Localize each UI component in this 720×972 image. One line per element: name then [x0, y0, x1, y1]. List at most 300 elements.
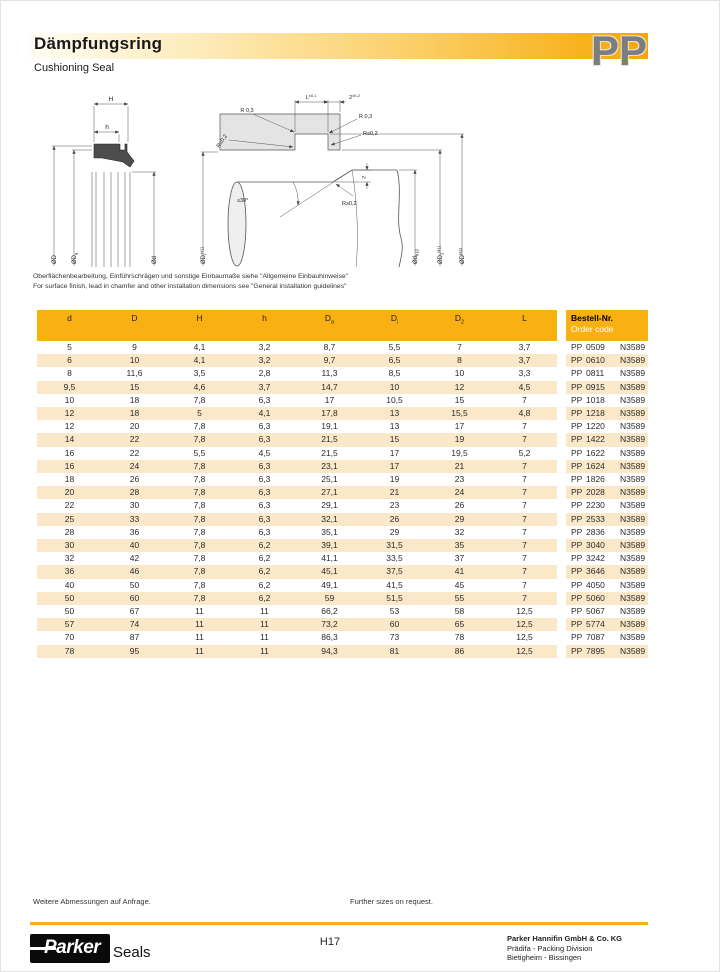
dim-value-cell: 6,2: [258, 579, 271, 590]
company-division: Prädifa - Packing Division: [507, 943, 593, 953]
order-code-part: PP: [571, 619, 583, 630]
dim-value-cell: 7: [522, 579, 527, 590]
dim-value-cell: 7: [492, 539, 557, 552]
dim-value-cell: 11: [167, 618, 232, 631]
order-code-cell: [566, 447, 648, 460]
dim-value-cell: 13: [389, 421, 400, 432]
dim-value-cell: 24: [102, 460, 167, 473]
order-code-part: 2230: [586, 500, 605, 511]
dim-value-cell: 6: [37, 354, 102, 367]
dim-value-cell: 4,5: [492, 381, 557, 394]
dim-label-2-groove: $2^{\pm 0,2}$: [349, 93, 360, 101]
dim-value-cell: 50: [64, 606, 75, 617]
dim-value-cell: 7: [492, 433, 557, 446]
order-code-cell: [566, 420, 648, 433]
column-header: D: [102, 310, 167, 341]
dim-value-cell: 41: [427, 565, 492, 578]
dim-value-cell: 40: [102, 539, 167, 552]
dim-value-cell: 3,2: [258, 342, 271, 352]
order-code-cell: [566, 381, 648, 394]
dim-value-cell: 7,8: [193, 421, 206, 432]
row-spacer: [557, 605, 566, 618]
dim-value-cell: 17: [362, 460, 427, 473]
dim-value-cell: 4,1: [193, 342, 206, 352]
footer-note-en: Further sizes on request.: [350, 897, 433, 906]
order-code-part: PP: [571, 606, 583, 617]
order-code-part: PP: [571, 381, 583, 392]
order-code-part: N3589: [620, 513, 646, 524]
page-title: Dämpfungsring: [34, 34, 163, 53]
dim-label-ODa: $ØD_a$: [72, 252, 79, 264]
table-row: [37, 420, 648, 433]
dim-label-OD-H11: $ØD^{H11}$: [458, 247, 466, 264]
order-code-part: PP: [571, 434, 583, 445]
order-code-part: PP: [571, 447, 583, 458]
row-spacer: [557, 367, 566, 380]
dim-value-cell: 31,5: [362, 539, 427, 552]
order-code-cell: [566, 592, 648, 605]
table-row: [37, 565, 648, 578]
order-code-part: 0915: [586, 381, 605, 392]
size-table: [37, 310, 648, 658]
order-code-cell: [566, 341, 648, 354]
dim-value-cell: 40: [64, 579, 75, 590]
order-code-part: N3589: [620, 540, 646, 551]
dim-value-cell: 7,8: [167, 592, 232, 605]
table-row: [37, 618, 648, 631]
row-spacer: [557, 539, 566, 552]
order-code-cell: [566, 433, 648, 446]
dim-value-cell: 9,5: [37, 381, 102, 394]
dim-value-cell: 22: [64, 500, 75, 511]
dim-value-cell: 7,8: [193, 394, 206, 405]
order-code-part: N3589: [620, 553, 646, 564]
dim-value-cell: 32: [454, 526, 465, 537]
table-row: [37, 473, 648, 486]
row-spacer: [557, 592, 566, 605]
dim-value-cell: 19: [389, 474, 400, 485]
order-code-part: N3589: [620, 592, 646, 603]
order-code-part: N3589: [620, 632, 646, 643]
dim-value-cell: 3,7: [232, 381, 297, 394]
dim-value-cell: 81: [362, 645, 427, 658]
dim-label-Od: Ød: [152, 255, 158, 264]
dim-value-cell: 73: [389, 632, 400, 643]
dim-value-cell: 10: [64, 394, 75, 405]
order-code-part: N3589: [620, 579, 646, 590]
dim-value-cell: 19: [427, 433, 492, 446]
company-address-block: [507, 934, 622, 963]
table-row: [37, 526, 648, 539]
order-code-part: 1218: [586, 408, 605, 419]
row-spacer: [557, 460, 566, 473]
dim-value-cell: 37: [454, 553, 465, 564]
dim-value-cell: 11: [232, 645, 297, 658]
dim-value-cell: 7: [522, 526, 527, 537]
dim-value-cell: 7,8: [167, 486, 232, 499]
dim-value-cell: 7,8: [193, 526, 206, 537]
order-code-part: N3589: [620, 500, 646, 511]
dim-value-cell: 23,1: [297, 460, 362, 473]
row-spacer: [557, 631, 566, 644]
order-code-part: PP: [571, 487, 583, 498]
table-row: [37, 579, 648, 592]
dim-value-cell: 33,5: [386, 553, 403, 564]
dim-value-cell: 7: [457, 342, 462, 352]
order-code-part: PP: [571, 526, 583, 537]
dim-value-cell: 8: [427, 354, 492, 367]
dim-value-cell: 11: [232, 618, 297, 631]
dim-value-cell: 20: [37, 486, 102, 499]
dim-value-cell: 30: [129, 500, 140, 511]
dim-value-cell: 14,7: [297, 381, 362, 394]
dim-value-cell: 45: [454, 579, 465, 590]
table-row: [37, 552, 648, 565]
table-row: [37, 433, 648, 446]
order-code-part: PP: [571, 342, 583, 352]
page-number: H17: [319, 936, 341, 948]
dim-value-cell: 21: [427, 460, 492, 473]
order-code-part: PP: [571, 540, 583, 551]
dim-value-cell: 18: [64, 474, 75, 485]
row-spacer: [557, 381, 566, 394]
order-code-part: 4050: [586, 579, 605, 590]
dim-value-cell: 7,8: [167, 565, 232, 578]
dim-value-cell: 5,5: [388, 342, 401, 352]
dim-value-cell: 20: [129, 421, 140, 432]
order-code-part: 1018: [586, 394, 605, 405]
order-code-part: N3589: [620, 368, 646, 379]
table-row: [37, 486, 648, 499]
dim-value-cell: 10: [362, 381, 427, 394]
dim-value-cell: 10,5: [386, 394, 403, 405]
dim-value-cell: 6,2: [232, 565, 297, 578]
order-code-cell: [566, 552, 648, 565]
header-spacer-cell: [557, 310, 566, 341]
seal-profile-drawing: [30, 88, 170, 268]
row-spacer: [557, 499, 566, 512]
order-code-part: 3646: [586, 566, 605, 577]
dim-label-OD: ØD: [52, 255, 58, 264]
dim-value-cell: 7: [492, 592, 557, 605]
dim-value-cell: 7: [522, 500, 527, 511]
dim-value-cell: 6,3: [232, 433, 297, 446]
dim-value-cell: 21,5: [321, 447, 338, 458]
footer-note-de: Weitere Abmessungen auf Anfrage.: [33, 897, 151, 906]
dim-value-cell: 4,8: [492, 407, 557, 420]
dim-value-cell: 11,6: [126, 368, 143, 379]
column-header: L: [492, 310, 557, 341]
order-code-part: 1622: [586, 447, 605, 458]
dim-value-cell: 10: [102, 354, 167, 367]
dim-value-cell: 3,5: [193, 368, 206, 379]
order-code-part: 1624: [586, 460, 605, 471]
radius-label-le02-left: R≤0,2: [215, 133, 230, 150]
size-table-header-row: [37, 310, 648, 341]
dim-value-cell: 33: [102, 513, 167, 526]
dim-value-cell: 11: [260, 632, 269, 643]
dim-value-cell: 37,5: [362, 565, 427, 578]
table-row: [37, 367, 648, 380]
order-code-part: N3589: [620, 474, 646, 485]
dim-value-cell: 6,2: [258, 553, 271, 564]
dim-value-cell: 11,3: [321, 368, 338, 379]
dim-value-cell: 60: [362, 618, 427, 631]
dim-value-cell: 6,2: [232, 539, 297, 552]
dim-value-cell: 19,1: [321, 421, 338, 432]
dim-value-cell: 42: [129, 553, 140, 564]
dim-value-cell: 6,3: [258, 394, 271, 405]
dim-value-cell: 7: [522, 394, 527, 405]
dim-value-cell: 27,1: [297, 486, 362, 499]
order-code-part: 2533: [586, 513, 605, 524]
order-code-part: PP: [571, 513, 583, 524]
dim-value-cell: 11: [167, 645, 232, 658]
table-row: [37, 539, 648, 552]
table-row: [37, 513, 648, 526]
dim-value-cell: 10: [454, 368, 465, 379]
dim-value-cell: 18: [129, 394, 140, 405]
dim-value-cell: 12,5: [516, 606, 533, 617]
dim-value-cell: 6,3: [258, 421, 271, 432]
table-row: [37, 407, 648, 420]
order-code-part: N3589: [620, 619, 646, 630]
dim-value-cell: 6,2: [232, 592, 297, 605]
dim-value-cell: 15,5: [427, 407, 492, 420]
order-code-cell: [566, 394, 648, 407]
dim-value-cell: 29: [427, 513, 492, 526]
row-spacer: [557, 565, 566, 578]
dim-value-cell: 36: [37, 565, 102, 578]
order-code-cell: [566, 499, 648, 512]
dim-value-cell: 25: [37, 513, 102, 526]
dim-value-cell: 41,5: [386, 579, 403, 590]
table-row: [37, 381, 648, 394]
row-spacer: [557, 354, 566, 367]
dim-value-cell: 11: [260, 606, 269, 617]
dim-value-cell: 12: [37, 407, 102, 420]
column-header: $D_i$: [362, 310, 427, 341]
dim-value-cell: 7,8: [167, 460, 232, 473]
order-code-part: PP: [571, 553, 583, 564]
dim-value-cell: 22: [102, 433, 167, 446]
order-code-part: PP: [571, 632, 583, 643]
dim-value-cell: 12: [64, 421, 75, 432]
order-code-part: N3589: [620, 434, 646, 445]
dim-value-cell: 16: [37, 460, 102, 473]
rod-hatch-lines: [92, 172, 130, 267]
row-spacer: [557, 420, 566, 433]
order-code-part: 2836: [586, 526, 605, 537]
table-row: [37, 592, 648, 605]
dim-value-cell: 35: [427, 539, 492, 552]
size-table-body: [37, 341, 648, 658]
dim-value-cell: 6,3: [258, 500, 271, 511]
dim-value-cell: 29,1: [321, 500, 338, 511]
dim-value-cell: 18: [102, 407, 167, 420]
order-code-part: N3589: [620, 421, 646, 432]
order-code-part: N3589: [620, 447, 646, 458]
dim-value-cell: 53: [389, 606, 400, 617]
dim-value-cell: 59: [297, 592, 362, 605]
dim-value-cell: 94,3: [297, 645, 362, 658]
dim-value-cell: 3,7: [518, 342, 531, 352]
dim-value-cell: 78: [454, 632, 465, 643]
order-code-part: PP: [571, 355, 583, 366]
order-code-cell: [566, 631, 648, 644]
row-spacer: [557, 447, 566, 460]
dim-value-cell: 26: [362, 513, 427, 526]
row-spacer: [557, 552, 566, 565]
dim-value-cell: 8,5: [388, 368, 401, 379]
dim-value-cell: 8,7: [323, 342, 336, 352]
table-row: [37, 394, 648, 407]
dim-value-cell: 7: [492, 513, 557, 526]
order-code-part: 7895: [586, 645, 605, 656]
dim-value-cell: 6,5: [362, 354, 427, 367]
dim-value-cell: 7: [492, 460, 557, 473]
dim-value-cell: 26: [129, 474, 140, 485]
dim-value-cell: 46: [102, 565, 167, 578]
row-spacer: [557, 618, 566, 631]
dim-value-cell: 19,5: [451, 447, 468, 458]
dim-value-cell: 86: [427, 645, 492, 658]
dim-value-cell: 24: [427, 486, 492, 499]
table-row: [37, 645, 648, 658]
order-code-cell: [566, 354, 648, 367]
order-code-cell: [566, 513, 648, 526]
dim-value-cell: 32: [64, 553, 75, 564]
column-header: d: [37, 310, 102, 341]
company-location: Bietigheim - Bissingen: [507, 953, 582, 962]
dim-value-cell: 50: [37, 592, 102, 605]
dim-value-cell: 17,8: [297, 407, 362, 420]
dim-value-cell: 7: [522, 474, 527, 485]
dim-value-cell: 3,3: [518, 368, 531, 379]
order-code-cell: [566, 407, 648, 420]
dim-value-cell: 7: [492, 486, 557, 499]
dim-value-cell: 50: [129, 579, 140, 590]
dim-value-cell: 7: [522, 553, 527, 564]
dim-label-H: H: [108, 96, 114, 103]
row-spacer: [557, 473, 566, 486]
order-code-part: 1422: [586, 434, 605, 445]
order-code-part: N3589: [620, 381, 646, 392]
dim-value-cell: 55: [427, 592, 492, 605]
order-code-part: N3589: [620, 645, 646, 656]
series-code-badge: PP: [591, 27, 648, 74]
column-header: $D_2$: [427, 310, 492, 341]
dim-value-cell: 15: [102, 381, 167, 394]
order-code-cell: [566, 473, 648, 486]
dim-value-cell: 4,5: [258, 447, 271, 458]
installation-note-de: Oberflächenbearbeitung, Einführschrägen und sonstige Einbaumaße siehe "Allgemeine Einbauhinweise": [33, 273, 349, 280]
row-spacer: [557, 645, 566, 658]
order-code-cell: [566, 367, 648, 380]
dim-value-cell: 6,3: [258, 526, 271, 537]
dim-value-cell: 4,1: [232, 407, 297, 420]
rod-shape: [228, 170, 402, 267]
radius-label-le02-right: R≤0,2: [363, 131, 378, 137]
order-code-part: 5774: [586, 619, 605, 630]
dim-value-cell: 12: [427, 381, 492, 394]
dim-value-cell: 7,8: [167, 433, 232, 446]
order-code-part: N3589: [620, 355, 646, 366]
order-code-part: PP: [571, 500, 583, 511]
order-code-part: 5067: [586, 606, 605, 617]
installation-note: [33, 272, 348, 292]
order-code-cell: [566, 526, 648, 539]
page-subtitle: Cushioning Seal: [34, 62, 115, 74]
dim-value-cell: 45,1: [297, 565, 362, 578]
order-code-part: PP: [571, 592, 583, 603]
dim-value-cell: 2,8: [258, 368, 271, 379]
row-spacer: [557, 579, 566, 592]
table-row: [37, 499, 648, 512]
dim-value-cell: 15: [454, 394, 465, 405]
dim-value-cell: 57: [37, 618, 102, 631]
order-code-part: 0811: [586, 368, 605, 379]
order-code-part: 7087: [586, 632, 605, 643]
row-spacer: [557, 394, 566, 407]
dim-value-cell: 51,5: [362, 592, 427, 605]
dim-label-ODi-H11: $ØD_i^{H11}$: [199, 246, 208, 264]
dim-value-cell: 11: [195, 632, 204, 643]
dim-value-cell: 12,5: [492, 618, 557, 631]
dim-value-cell: 28: [64, 526, 75, 537]
table-row: [37, 354, 648, 367]
dim-value-cell: 25,1: [321, 474, 338, 485]
housing-section-shape: [220, 114, 340, 150]
dim-value-cell: 9,7: [297, 354, 362, 367]
order-code-part: N3589: [620, 394, 646, 405]
installation-note-en: For surface finish, lead in chamfer and other installation dimensions see "General installation guidelines": [33, 283, 347, 290]
row-spacer: [557, 407, 566, 420]
footer-divider: [30, 922, 648, 925]
dim-value-cell: 78: [37, 645, 102, 658]
dim-value-cell: 14: [37, 433, 102, 446]
order-code-part: 3242: [586, 553, 605, 564]
radius-label-03-right: R 0,3: [359, 114, 373, 120]
dim-value-cell: 86,3: [321, 632, 338, 643]
dim-value-cell: 28: [102, 486, 167, 499]
dim-value-cell: 3,7: [492, 354, 557, 367]
dim-value-cell: 21: [362, 486, 427, 499]
dim-label-h: h: [105, 124, 109, 131]
dim-value-cell: 74: [102, 618, 167, 631]
order-code-part: PP: [571, 408, 583, 419]
dim-value-cell: 7,8: [193, 553, 206, 564]
dim-value-cell: 6,3: [232, 513, 297, 526]
dim-value-cell: 5,5: [193, 447, 206, 458]
dim-value-cell: 60: [102, 592, 167, 605]
dim-value-cell: 11: [195, 606, 204, 617]
order-code-part: PP: [571, 460, 583, 471]
dim-value-cell: 29: [389, 526, 400, 537]
dim-value-cell: 8: [67, 368, 72, 379]
dim-value-cell: 7,8: [193, 474, 206, 485]
order-code-part: 0509: [586, 342, 605, 352]
dim-value-cell: 21,5: [297, 433, 362, 446]
order-header-line1: Bestell-Nr.: [571, 313, 614, 323]
dim-value-cell: 17: [454, 421, 465, 432]
radius-label-ge02: R≥0,2: [342, 201, 357, 207]
dim-value-cell: 23: [389, 500, 400, 511]
order-code-cell: [566, 605, 648, 618]
dim-label-Od-h10: $Ød_{h10}$: [413, 248, 420, 264]
dim-value-cell: 58: [454, 606, 465, 617]
dim-value-cell: 13: [362, 407, 427, 420]
